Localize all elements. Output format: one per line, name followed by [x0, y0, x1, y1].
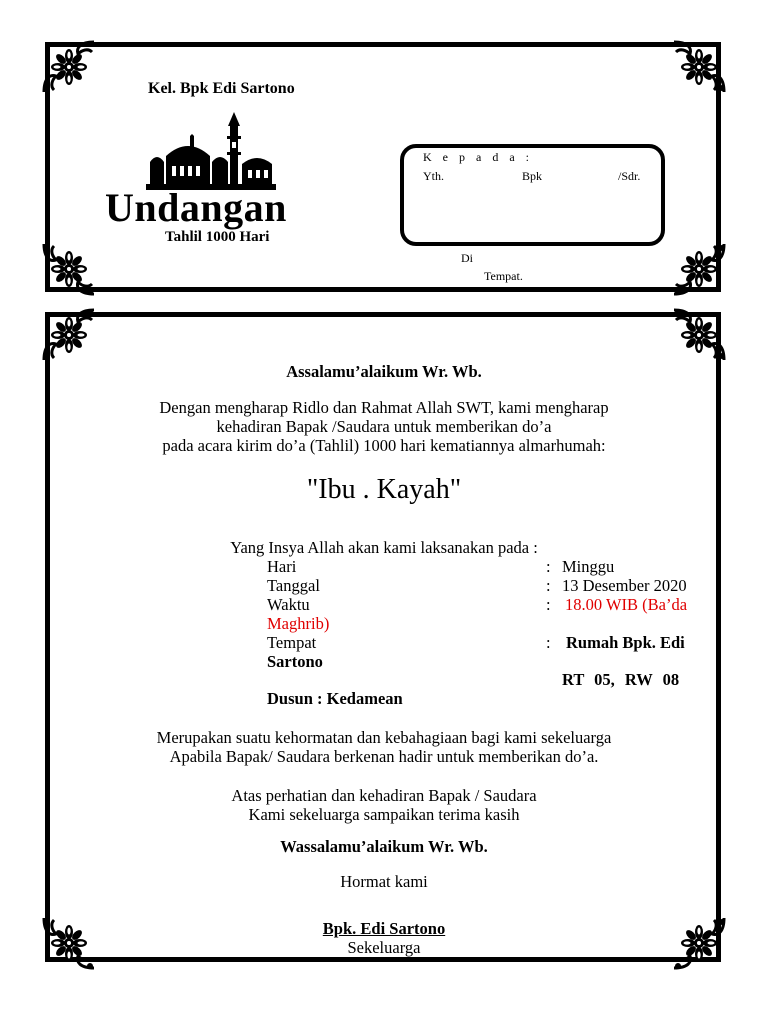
thanks-line: Atas perhatian dan kehadiran Bapak / Saudara [231, 786, 537, 805]
address-to-label: K e p a d a : [423, 150, 533, 164]
address-di: Di [461, 251, 473, 265]
closing-line: Apabila Bapak/ Saudara berkenan hadir untuk memberikan do’a. [169, 747, 599, 766]
schedule-date-value: 13 Desember 2020 [562, 576, 687, 595]
flower-ornament-icon [40, 306, 98, 364]
flower-ornament-icon [670, 240, 728, 298]
intro-line: kehadiran Bapak /Saudara untuk memberikan do’a [216, 417, 552, 436]
schedule-time-label: Waktu [267, 595, 310, 614]
schedule-separator: : [546, 633, 551, 652]
schedule-date-label: Tanggal [267, 576, 320, 595]
schedule-day-value: Minggu [562, 557, 615, 576]
intro-line: Dengan mengharap Ridlo dan Rahmat Allah SWT, kami mengharap [159, 398, 609, 417]
schedule-place-label: Tempat [267, 633, 317, 652]
schedule-intro: Yang Insya Allah akan kami laksanakan pada : [230, 538, 538, 557]
flower-ornament-icon [40, 38, 98, 96]
regards: Hormat kami [340, 872, 428, 891]
schedule-rt-rw: RT 05, RW 08 [562, 670, 680, 689]
greeting: Assalamu’alaikum Wr. Wb. [286, 362, 482, 381]
flower-ornament-icon [670, 306, 728, 364]
flower-ornament-icon [40, 240, 98, 298]
address-bpk: Bpk [522, 169, 543, 183]
schedule-separator: : [546, 576, 551, 595]
schedule-separator: : [546, 595, 551, 614]
schedule-time-value-cont: Maghrib) [267, 614, 330, 633]
signer-family: Sekeluarga [347, 938, 421, 957]
schedule-time-value: 18.00 WIB (Ba’da [565, 595, 688, 614]
schedule-place-value-cont: Sartono [267, 652, 323, 671]
address-sdr: /Sdr. [618, 169, 641, 183]
flower-ornament-icon [670, 38, 728, 96]
intro-line: pada acara kirim do’a (Tahlil) 1000 hari kematiannya almarhumah: [162, 436, 606, 455]
mosque-icon [146, 108, 276, 190]
closing-line: Merupakan suatu kehormatan dan kebahagiaan bagi kami sekeluarga [156, 728, 612, 747]
schedule-dusun: Dusun : Kedamean [267, 689, 403, 708]
signer-name: Bpk. Edi Sartono [322, 919, 446, 938]
invitation-title: Undangan [105, 185, 287, 230]
address-tempat: Tempat. [484, 269, 523, 283]
invitation-subtitle: Tahlil 1000 Hari [165, 229, 270, 245]
sender-name: Kel. Bpk Edi Sartono [148, 80, 295, 97]
deceased-name: "Ibu . Kayah" [306, 474, 462, 505]
schedule-day-label: Hari [267, 557, 297, 576]
address-yth: Yth. [423, 169, 444, 183]
schedule-separator: : [546, 557, 551, 576]
schedule-place-value: Rumah Bpk. Edi [566, 633, 685, 652]
thanks-line: Kami sekeluarga sampaikan terima kasih [248, 805, 520, 824]
farewell: Wassalamu’alaikum Wr. Wb. [280, 837, 488, 856]
